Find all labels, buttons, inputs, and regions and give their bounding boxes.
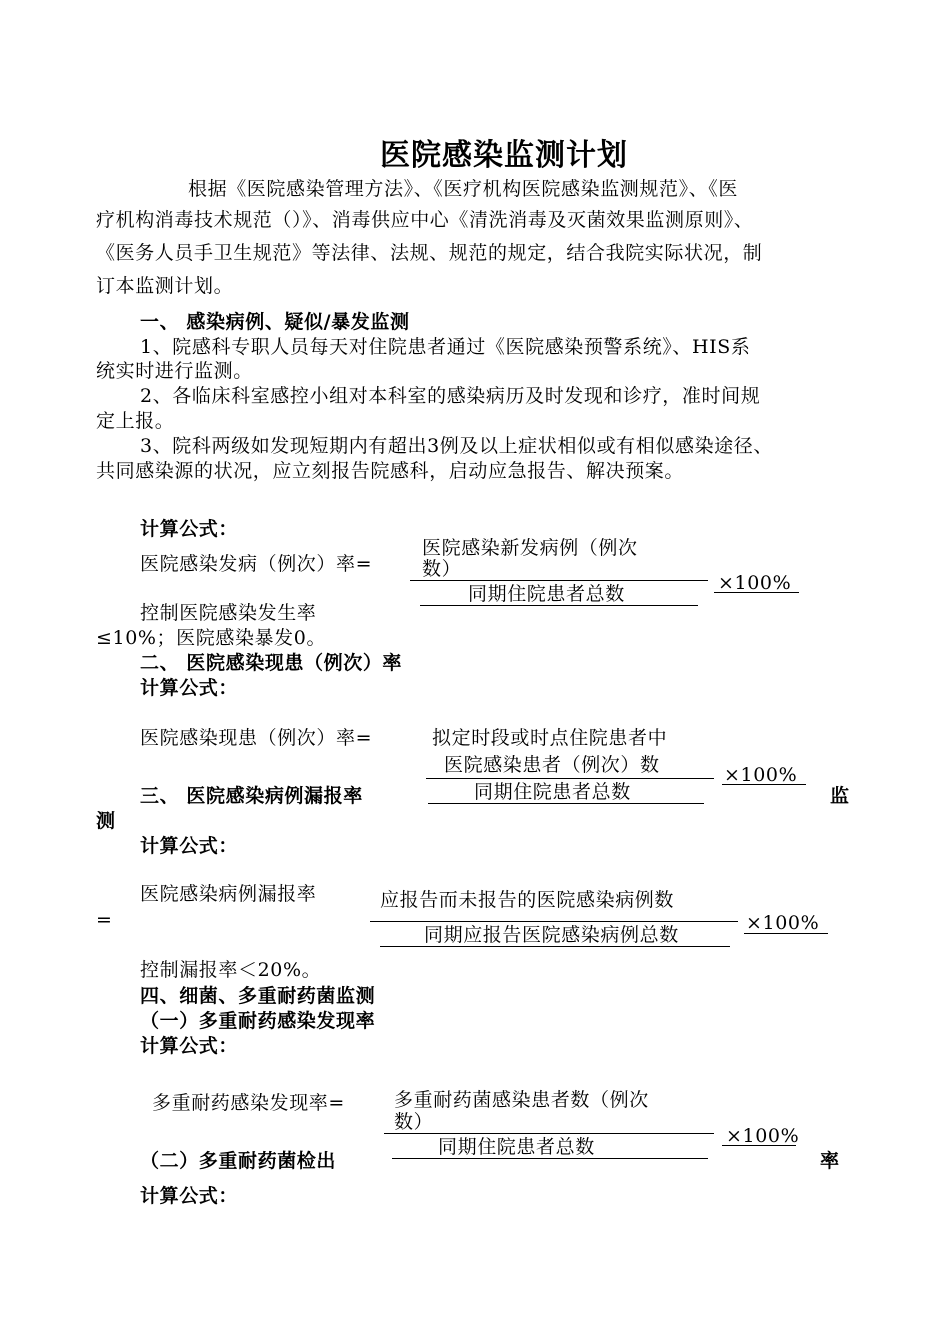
section4-sub2-heading: （二）多重耐药菌检出 [140, 1150, 337, 1172]
section1-formula-numerator-1: 医院感染新发病例（例次 [422, 537, 638, 559]
section3-denominator-underline [380, 946, 730, 947]
section3-formula-lhs-eq: = [96, 909, 113, 931]
section2-formula-numerator-2: 医院感染患者（例次）数 [444, 754, 660, 776]
section2-formula-numerator-1: 拟定时段或时点住院患者中 [432, 727, 668, 749]
section1-multiplier-underline [714, 592, 799, 593]
section1-control-line1: 控制医院感染发生率 [140, 602, 317, 624]
intro-line-4: 订本监测计划。 [96, 275, 234, 297]
section2-multiplier-underline [722, 784, 806, 785]
section3-formula-label: 计算公式： [140, 835, 239, 857]
section4-sub1-formula-numerator-2: 数） [394, 1111, 434, 1133]
section4-sub1-multiplier-underline [722, 1145, 796, 1146]
section2-heading: 二、 医院感染现患（例次）率 [140, 652, 403, 674]
section2-formula-label: 计算公式： [140, 677, 239, 699]
section1-p1-line2: 统实时进行监测。 [96, 360, 253, 382]
section4-sub1-formula-multiplier: ×100% [726, 1125, 800, 1147]
section4-sub1-formula-lhs: 多重耐药感染发现率= [152, 1092, 345, 1114]
section1-p3-line1: 3、院科两级如发现短期内有超出3例及以上症状相似或有相似感染途径、 [140, 435, 773, 457]
section3-heading: 三、 医院感染病例漏报率 [140, 785, 363, 807]
section1-formula-numerator-2: 数） [422, 558, 462, 580]
intro-line-3: 《医务人员手卫生规范》等法律、法规、规范的规定，结合我院实际状况，制 [96, 242, 763, 264]
section4-sub1-denominator-underline [392, 1158, 708, 1159]
section4-heading: 四、细菌、多重耐药菌监测 [140, 985, 376, 1007]
section4-sub2-heading-tail: 率 [820, 1150, 840, 1172]
section4-sub1-formula-label: 计算公式： [140, 1035, 239, 1057]
section1-p2-line1: 2、各临床科室感控小组对本科室的感染病历及时发现和诊疗，准时间规 [140, 385, 761, 407]
section3-formula-lhs: 医院感染病例漏报率 [140, 883, 317, 905]
section4-sub1-formula-denominator: 同期住院患者总数 [438, 1136, 595, 1158]
section4-sub2-formula-label: 计算公式： [140, 1185, 239, 1207]
section3-heading-wrap: 测 [96, 810, 116, 832]
section1-p2-line2: 定上报。 [96, 410, 175, 432]
section1-p1-line1: 1、院感科专职人员每天对住院患者通过《医院感染预警系统》、HIS系 [140, 336, 751, 358]
intro-line-1: 根据《医院感染管理方法》、《医疗机构医院感染监测规范》、《医 [188, 178, 739, 200]
section1-heading: 一、 感染病例、疑似/暴发监测 [140, 311, 410, 333]
section3-formula-denominator: 同期应报告医院感染病例总数 [424, 924, 679, 946]
section2-formula-denominator: 同期住院患者总数 [474, 781, 631, 803]
section1-formula-label: 计算公式： [140, 518, 239, 540]
section1-denominator-underline [420, 605, 698, 606]
section3-multiplier-underline [744, 933, 828, 934]
section3-formula-numerator: 应报告而未报告的医院感染病例数 [380, 889, 675, 911]
section3-control: 控制漏报率＜20%。 [140, 959, 322, 981]
section4-sub1-heading: （一）多重耐药感染发现率 [140, 1010, 376, 1032]
section3-formula-multiplier: ×100% [746, 912, 820, 934]
page-title: 医院感染监测计划 [380, 138, 628, 173]
section1-formula-lhs: 医院感染发病（例次）率= [140, 553, 373, 575]
section2-formula-lhs: 医院感染现患（例次）率= [140, 727, 373, 749]
section4-sub1-formula-numerator-1: 多重耐药菌感染患者数（例次 [394, 1089, 649, 1111]
section2-formula-multiplier: ×100% [724, 764, 798, 786]
section1-formula-multiplier: ×100% [718, 572, 792, 594]
section1-control-line2: ≤10%；医院感染暴发0。 [96, 627, 327, 649]
section2-denominator-underline [428, 803, 704, 804]
section1-formula-denominator: 同期住院患者总数 [468, 583, 625, 605]
intro-line-2: 疗机构消毒技术规范（）》、消毒供应中心《清洗消毒及灭菌效果监测原则》、 [96, 209, 754, 231]
section3-heading-tail: 监 [830, 785, 850, 807]
section1-p3-line2: 共同感染源的状况，应立刻报告院感科，启动应急报告、解决预案。 [96, 460, 685, 482]
